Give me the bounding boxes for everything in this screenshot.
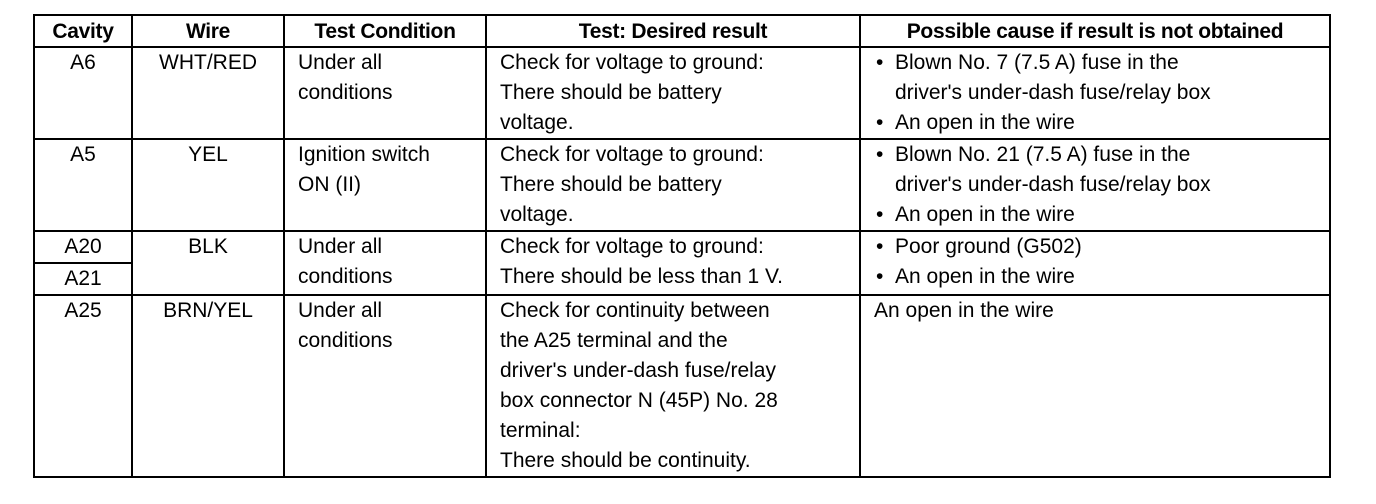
cause-item xyxy=(874,200,1329,230)
cavity-cell-split xyxy=(34,231,132,295)
test-line: Check for voltage to ground: xyxy=(500,51,764,74)
cause-list xyxy=(874,48,1329,138)
test-line: There should be battery xyxy=(500,81,722,104)
condition-line: conditions xyxy=(298,329,393,352)
test-cell xyxy=(486,295,860,477)
cause-line: Poor ground (G502) xyxy=(895,235,1082,258)
cause-item xyxy=(874,140,1329,200)
wire-cell: BLK xyxy=(132,231,284,295)
test-line: Check for continuity between xyxy=(500,299,770,322)
condition-cell xyxy=(284,139,486,231)
condition-cell xyxy=(284,295,486,477)
condition-line: conditions xyxy=(298,265,393,288)
bullet-icon: • xyxy=(876,111,884,134)
table-row xyxy=(34,47,1330,139)
header-test-desired-result: Test: Desired result xyxy=(486,15,860,47)
table-row xyxy=(34,295,1330,477)
condition-line: Under all xyxy=(298,235,383,258)
cause-line: driver's under-dash fuse/relay box xyxy=(895,173,1211,196)
condition-line: Under all xyxy=(298,299,383,322)
header-cavity: Cavity xyxy=(34,15,132,47)
cavity-top: A20 xyxy=(35,232,131,264)
cause-item xyxy=(874,232,1329,262)
test-line: There should be battery xyxy=(500,173,722,196)
cavity-cell: A6 xyxy=(34,47,132,139)
cause-cell xyxy=(860,231,1330,295)
test-line: voltage. xyxy=(500,203,574,226)
table-row xyxy=(34,139,1330,231)
troubleshooting-table-container xyxy=(33,14,1331,478)
cause-line: An open in the wire xyxy=(895,265,1075,288)
header-test-condition: Test Condition xyxy=(284,15,486,47)
cause-line: Blown No. 7 (7.5 A) fuse in the xyxy=(895,51,1179,74)
cause-cell xyxy=(860,295,1330,477)
condition-line: conditions xyxy=(298,81,393,104)
test-cell xyxy=(486,139,860,231)
header-possible-cause: Possible cause if result is not obtained xyxy=(860,15,1330,47)
test-cell xyxy=(486,231,860,295)
bullet-icon: • xyxy=(876,51,884,74)
condition-cell xyxy=(284,231,486,295)
header-row xyxy=(34,15,1330,47)
test-line: driver's under-dash fuse/relay xyxy=(500,359,776,382)
cavity-cell: A25 xyxy=(34,295,132,477)
test-line: There should be continuity. xyxy=(500,449,751,472)
bullet-icon: • xyxy=(876,235,884,258)
test-line: Check for voltage to ground: xyxy=(500,143,764,166)
cause-item xyxy=(874,262,1329,292)
cause-list xyxy=(874,140,1329,230)
bullet-icon: • xyxy=(876,203,884,226)
test-line: voltage. xyxy=(500,111,574,134)
troubleshooting-table xyxy=(33,14,1331,478)
cavity-cell: A5 xyxy=(34,139,132,231)
wire-cell: YEL xyxy=(132,139,284,231)
bullet-icon: • xyxy=(876,265,884,288)
cause-item xyxy=(874,108,1329,138)
cavity-bottom: A21 xyxy=(64,267,102,290)
cause-list xyxy=(874,232,1329,292)
condition-line: Ignition switch xyxy=(298,143,430,166)
test-line: the A25 terminal and the xyxy=(500,329,728,352)
test-line: terminal: xyxy=(500,419,581,442)
cause-line: An open in the wire xyxy=(895,111,1075,134)
table-row xyxy=(34,231,1330,295)
test-cell xyxy=(486,47,860,139)
condition-line: Under all xyxy=(298,51,383,74)
cause-cell xyxy=(860,47,1330,139)
condition-cell xyxy=(284,47,486,139)
test-line: Check for voltage to ground: xyxy=(500,235,764,258)
cause-line: driver's under-dash fuse/relay box xyxy=(895,81,1211,104)
cause-line: An open in the wire xyxy=(874,299,1054,322)
header-wire: Wire xyxy=(132,15,284,47)
bullet-icon: • xyxy=(876,143,884,166)
wire-cell: WHT/RED xyxy=(132,47,284,139)
test-line: There should be less than 1 V. xyxy=(500,265,783,288)
condition-line: ON (II) xyxy=(298,173,361,196)
cause-line: Blown No. 21 (7.5 A) fuse in the xyxy=(895,143,1191,166)
cause-item xyxy=(874,48,1329,108)
test-line: box connector N (45P) No. 28 xyxy=(500,389,778,412)
cause-line: An open in the wire xyxy=(895,203,1075,226)
wire-cell: BRN/YEL xyxy=(132,295,284,477)
cause-cell xyxy=(860,139,1330,231)
